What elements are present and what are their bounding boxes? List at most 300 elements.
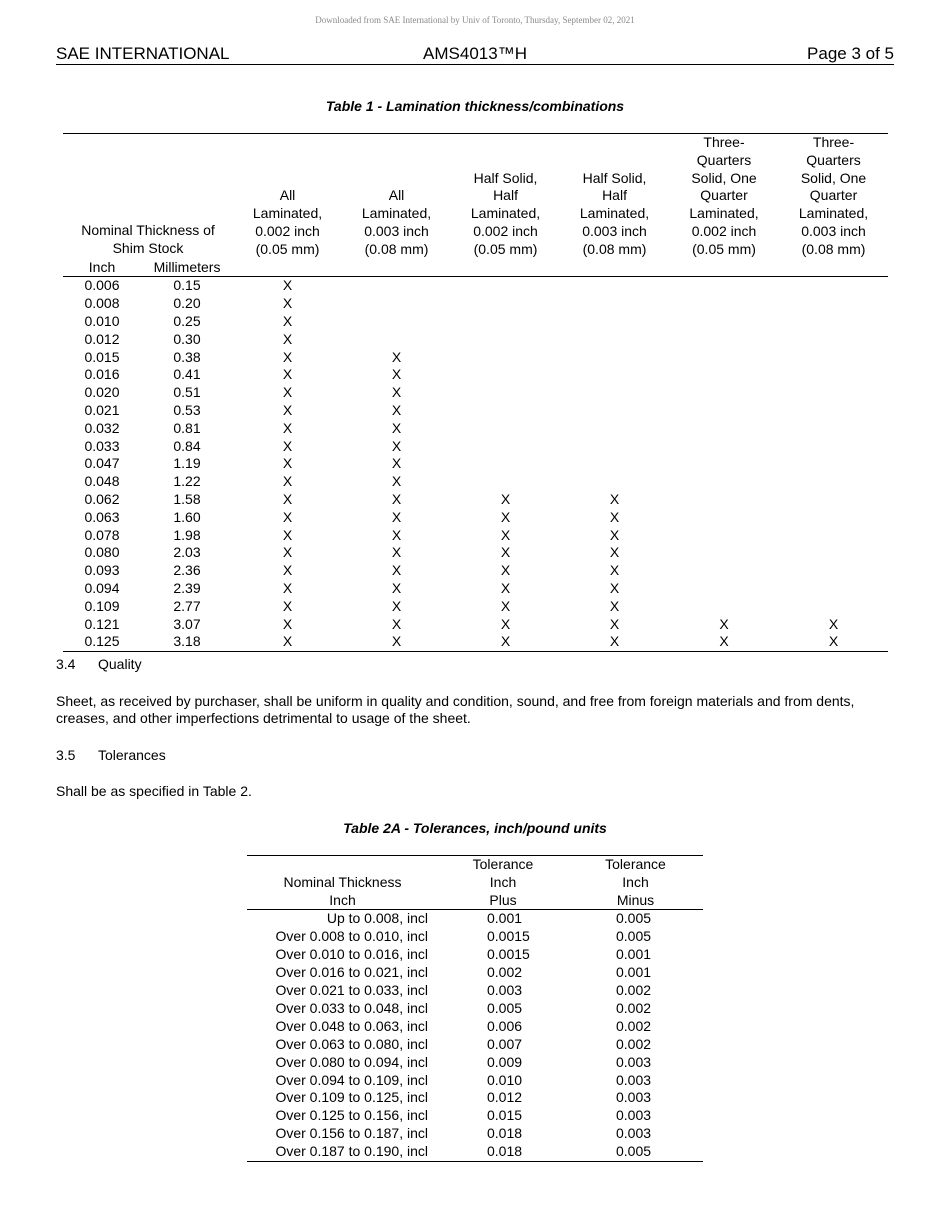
combination-mark-cell	[669, 455, 779, 473]
combination-mark-cell	[560, 384, 669, 402]
combination-mark-cell: X	[391, 437, 402, 454]
tolerance-plus-cell: 0.005	[487, 999, 523, 1016]
tolerance-minus-cell: 0.002	[616, 1035, 652, 1052]
table-row	[63, 384, 888, 402]
thickness-mm-cell: 0.81	[173, 419, 201, 436]
table-row	[63, 349, 888, 367]
combination-mark-cell: X	[282, 597, 293, 614]
combination-mark-cell: X	[282, 437, 293, 454]
col-header-line: Solid, One	[691, 169, 757, 186]
tolerance-plus-cell: 0.007	[487, 1035, 523, 1052]
tolerance-plus-cell: 0.018	[438, 1143, 568, 1161]
combination-mark-cell: X	[282, 419, 293, 436]
combination-mark-cell	[342, 331, 451, 349]
thickness-inch-cell: 0.094	[84, 579, 120, 596]
thickness-inch-cell: 0.048	[84, 473, 120, 490]
combination-mark-cell: X	[282, 526, 293, 543]
table-row	[247, 946, 703, 964]
combination-mark-cell	[669, 313, 779, 331]
col-header-line: (0.05 mm)	[255, 240, 320, 257]
combination-mark-cell	[669, 473, 779, 491]
col-header-line: Half Solid,	[473, 169, 538, 186]
col-header-6	[779, 134, 888, 259]
tolerance-plus-cell: 0.003	[487, 982, 523, 999]
nominal-thickness-header: Nominal Thickness of Shim Stock	[63, 134, 233, 259]
table-row	[63, 509, 888, 527]
combination-mark-cell: X	[342, 633, 451, 651]
table-row	[247, 1107, 703, 1125]
combination-mark-cell	[779, 384, 888, 402]
table-row	[63, 295, 888, 313]
nominal-range-cell: Over 0.008 to 0.010, incl	[275, 928, 428, 945]
tolerance-plus-cell: 0.0015	[487, 928, 530, 945]
tolerance-plus-cell: 0.012	[487, 1089, 523, 1106]
combination-mark-cell	[669, 527, 779, 545]
header-tolerance-plus-line1: Tolerance	[438, 856, 568, 874]
combination-mark-cell	[560, 366, 669, 384]
header-tolerance-minus-line2: Inch	[622, 873, 649, 890]
thickness-mm-cell: 2.36	[173, 562, 201, 579]
tolerance-minus-cell: 0.003	[616, 1125, 652, 1142]
col-header-line: 0.002 inch	[691, 222, 757, 239]
combination-mark-cell: X	[609, 526, 620, 543]
combination-mark-cell: X	[282, 544, 293, 561]
thickness-inch-cell: 0.012	[84, 330, 120, 347]
sub-header-mm: Millimeters	[141, 259, 233, 277]
tolerance-minus-cell: 0.003	[616, 1089, 652, 1106]
thickness-mm-cell: 1.22	[173, 473, 201, 490]
thickness-mm-cell: 0.20	[173, 295, 201, 312]
combination-mark-cell	[779, 438, 888, 456]
combination-mark-cell: X	[391, 562, 402, 579]
header-nominal-thickness: Nominal Thickness	[247, 856, 438, 892]
table-row	[63, 366, 888, 384]
combination-mark-cell: X	[391, 597, 402, 614]
combination-mark-cell	[779, 295, 888, 313]
section-title: Tolerances	[98, 747, 166, 763]
combination-mark-cell	[669, 349, 779, 367]
table-row	[63, 473, 888, 491]
thickness-mm-cell: 0.84	[173, 437, 201, 454]
section-title: Quality	[98, 656, 142, 672]
col-header-line: 0.003 inch	[364, 222, 429, 239]
combination-mark-cell	[560, 295, 669, 313]
nominal-range-cell: Up to 0.008, incl	[326, 910, 428, 927]
tolerance-plus-cell: 0.006	[487, 1017, 523, 1034]
tolerance-plus-cell: 0.0015	[487, 946, 530, 963]
combination-mark-cell: X	[391, 473, 402, 490]
col-header-line: 0.002 inch	[255, 222, 320, 239]
thickness-mm-cell: 1.19	[173, 455, 201, 472]
combination-mark-cell: X	[282, 366, 293, 383]
table-row	[247, 1143, 703, 1161]
col-header-3	[451, 134, 560, 259]
combination-mark-cell: X	[500, 490, 511, 507]
tolerances-table	[247, 855, 703, 1162]
col-header-line: Quarter	[809, 187, 858, 204]
col-header-line: Half Solid,	[582, 169, 647, 186]
header-nominal-inch: Inch	[247, 892, 438, 910]
col-header-line: Laminated,	[470, 205, 541, 222]
combination-mark-cell	[779, 527, 888, 545]
combination-mark-cell: X	[391, 579, 402, 596]
thickness-mm-cell: 0.15	[173, 277, 201, 294]
thickness-mm-cell: 0.51	[173, 384, 201, 401]
combination-mark-cell: X	[451, 633, 560, 651]
thickness-inch-cell: 0.020	[84, 384, 120, 401]
combination-mark-cell: X	[500, 615, 511, 632]
table-row	[63, 616, 888, 634]
combination-mark-cell	[669, 277, 779, 295]
combination-mark-cell: X	[500, 579, 511, 596]
thickness-inch-cell: 0.015	[84, 348, 120, 365]
thickness-mm-cell: 2.39	[173, 579, 201, 596]
tolerance-minus-cell: 0.001	[616, 946, 652, 963]
combination-mark-cell	[669, 598, 779, 616]
combination-mark-cell: X	[560, 633, 669, 651]
combination-mark-cell: X	[828, 615, 839, 632]
thickness-inch-cell: 0.010	[84, 312, 120, 329]
nominal-range-cell: Over 0.010 to 0.016, incl	[275, 946, 428, 963]
tolerance-plus-cell: 0.010	[487, 1071, 523, 1088]
tolerances-table-body	[247, 910, 703, 1162]
tolerance-plus-cell: 0.002	[487, 964, 523, 981]
combination-mark-cell	[669, 420, 779, 438]
combination-mark-cell: X	[282, 348, 293, 365]
combination-mark-cell: X	[282, 455, 293, 472]
combination-mark-cell: X	[609, 597, 620, 614]
combination-mark-cell: X	[609, 562, 620, 579]
table-row	[63, 491, 888, 509]
combination-mark-cell: X	[391, 366, 402, 383]
tolerance-minus-cell: 0.003	[616, 1053, 652, 1070]
table2-caption: Table 2A - Tolerances, inch/pound units	[343, 820, 607, 836]
combination-mark-cell: X	[500, 562, 511, 579]
table-row	[247, 1018, 703, 1036]
combination-mark-cell	[560, 313, 669, 331]
section-3-5-heading	[56, 747, 166, 763]
combination-mark-cell: X	[500, 526, 511, 543]
combination-mark-cell: X	[609, 615, 620, 632]
col-header-line: Half	[602, 187, 627, 204]
thickness-mm-cell: 2.77	[173, 597, 201, 614]
combination-mark-cell: X	[500, 508, 511, 525]
thickness-mm-cell: 1.58	[173, 490, 201, 507]
col-header-line: 0.003 inch	[582, 222, 647, 239]
combination-mark-cell: X	[500, 544, 511, 561]
col-header-line: All	[279, 187, 296, 204]
col-header-line: Quarter	[700, 187, 748, 204]
thickness-inch-cell: 0.047	[84, 455, 120, 472]
thickness-mm-cell: 3.18	[141, 633, 233, 651]
combination-mark-cell: X	[282, 508, 293, 525]
combination-mark-cell	[451, 438, 560, 456]
col-header-line: 0.002 inch	[473, 222, 538, 239]
col-header-line: All	[388, 187, 405, 204]
combination-mark-cell	[560, 277, 669, 295]
combination-mark-cell: X	[391, 544, 402, 561]
combination-mark-cell: X	[282, 330, 293, 347]
combination-mark-cell	[342, 313, 451, 331]
col-header-line: Quarters	[696, 151, 752, 168]
combination-mark-cell	[669, 438, 779, 456]
combination-mark-cell	[669, 331, 779, 349]
table-row	[63, 544, 888, 562]
combination-mark-cell	[669, 384, 779, 402]
col-header-line: Quarters	[806, 151, 861, 168]
nominal-range-cell: Over 0.094 to 0.109, incl	[275, 1071, 428, 1088]
tolerance-plus-cell: 0.001	[487, 910, 523, 927]
col-header-line: (0.05 mm)	[692, 240, 756, 257]
table-row	[63, 562, 888, 580]
combination-mark-cell	[451, 349, 560, 367]
combination-mark-cell	[451, 473, 560, 491]
table-row	[63, 277, 888, 295]
col-header-line: Solid, One	[800, 169, 867, 186]
combination-mark-cell: X	[391, 508, 402, 525]
thickness-inch-cell: 0.021	[84, 401, 120, 418]
lamination-table-body	[63, 277, 888, 652]
thickness-mm-cell: 1.60	[173, 508, 201, 525]
table-row	[63, 402, 888, 420]
col-header-line: (0.08 mm)	[801, 240, 866, 257]
combination-mark-cell	[560, 331, 669, 349]
nominal-range-cell: Over 0.016 to 0.021, incl	[275, 964, 428, 981]
combination-mark-cell	[669, 402, 779, 420]
combination-mark-cell	[451, 455, 560, 473]
combination-mark-cell	[560, 402, 669, 420]
combination-mark-cell: X	[391, 615, 402, 632]
table-row	[247, 1089, 703, 1107]
combination-mark-cell	[451, 384, 560, 402]
combination-mark-cell	[560, 349, 669, 367]
combination-mark-cell: X	[282, 401, 293, 418]
combination-mark-cell	[779, 277, 888, 295]
thickness-mm-cell: 0.25	[173, 312, 201, 329]
combination-mark-cell	[451, 366, 560, 384]
combination-mark-cell	[779, 544, 888, 562]
nominal-range-cell: Over 0.080 to 0.094, incl	[275, 1053, 428, 1070]
thickness-mm-cell: 1.98	[173, 526, 201, 543]
quality-paragraph: Sheet, as received by purchaser, shall be uniform in quality and condition, sound, and free from foreign materials and from dents, creases, and other imperfections detrimental to usage of the sheet.	[56, 693, 855, 726]
tolerance-minus-cell: 0.001	[616, 964, 652, 981]
thickness-inch-cell: 0.063	[84, 508, 120, 525]
col-header-line: Laminated,	[689, 205, 759, 222]
tolerance-minus-cell: 0.005	[616, 928, 652, 945]
combination-mark-cell: X	[282, 312, 293, 329]
header-tolerance-plus-line2: Inch	[489, 873, 517, 890]
combination-mark-cell	[779, 580, 888, 598]
combination-mark-cell	[451, 277, 560, 295]
thickness-inch-cell: 0.125	[63, 633, 141, 651]
combination-mark-cell: X	[391, 384, 402, 401]
combination-mark-cell: X	[391, 348, 402, 365]
combination-mark-cell: X	[391, 455, 402, 472]
combination-mark-cell	[560, 438, 669, 456]
thickness-mm-cell: 3.07	[173, 615, 201, 632]
combination-mark-cell	[560, 420, 669, 438]
col-header-1	[233, 134, 342, 259]
combination-mark-cell	[451, 420, 560, 438]
combination-mark-cell	[451, 295, 560, 313]
combination-mark-cell: X	[233, 633, 342, 651]
table-row	[63, 633, 888, 651]
combination-mark-cell: X	[500, 597, 511, 614]
table-row	[247, 964, 703, 982]
thickness-mm-cell: 2.03	[173, 544, 201, 561]
table-row	[247, 1000, 703, 1018]
thickness-inch-cell: 0.062	[84, 490, 120, 507]
nominal-range-cell: Over 0.109 to 0.125, incl	[275, 1089, 428, 1106]
header-minus: Minus	[568, 892, 703, 910]
nominal-range-cell: Over 0.125 to 0.156, incl	[275, 1107, 428, 1124]
tolerances-paragraph: Shall be as specified in Table 2.	[56, 783, 252, 799]
thickness-inch-cell: 0.033	[84, 437, 120, 454]
thickness-inch-cell: 0.080	[84, 544, 120, 561]
lamination-table	[63, 133, 888, 652]
combination-mark-cell	[779, 491, 888, 509]
table-row	[247, 982, 703, 1000]
combination-mark-cell: X	[282, 277, 293, 294]
combination-mark-cell	[779, 420, 888, 438]
thickness-inch-cell: 0.032	[84, 419, 120, 436]
thickness-inch-cell: 0.016	[84, 366, 120, 383]
col-header-5	[669, 134, 779, 259]
table-row	[63, 313, 888, 331]
section-3-4-heading	[56, 656, 142, 672]
col-header-line: Three-	[703, 134, 745, 150]
combination-mark-cell	[560, 473, 669, 491]
combination-mark-cell: X	[391, 490, 402, 507]
nominal-range-cell: Over 0.187 to 0.190, incl	[247, 1143, 438, 1161]
combination-mark-cell	[560, 455, 669, 473]
thickness-inch-cell: 0.008	[84, 295, 120, 312]
combination-mark-cell	[342, 295, 451, 313]
combination-mark-cell: X	[282, 562, 293, 579]
col-header-line: (0.08 mm)	[582, 240, 647, 257]
section-number: 3.5	[56, 747, 76, 763]
header-page-number: Page 3 of 5	[807, 44, 894, 63]
combination-mark-cell	[669, 366, 779, 384]
thickness-mm-cell: 0.41	[173, 366, 201, 383]
table-row	[247, 1125, 703, 1143]
header-document-number: AMS4013™H	[423, 44, 527, 63]
col-header-line: (0.05 mm)	[473, 240, 538, 257]
col-header-line: (0.08 mm)	[364, 240, 429, 257]
combination-mark-cell: X	[282, 384, 293, 401]
page-header	[56, 44, 894, 65]
combination-mark-cell: X	[282, 473, 293, 490]
tolerance-minus-cell: 0.005	[568, 1143, 703, 1161]
combination-mark-cell: X	[282, 615, 293, 632]
combination-mark-cell: X	[609, 490, 620, 507]
tolerance-minus-cell: 0.002	[616, 982, 652, 999]
combination-mark-cell	[669, 544, 779, 562]
table-row	[247, 1072, 703, 1090]
combination-mark-cell	[779, 509, 888, 527]
sub-header-inch: Inch	[63, 259, 141, 277]
combination-mark-cell	[779, 455, 888, 473]
tolerance-plus-cell: 0.015	[487, 1107, 523, 1124]
tolerance-minus-cell: 0.003	[616, 1107, 652, 1124]
combination-mark-cell	[779, 313, 888, 331]
thickness-inch-cell: 0.078	[84, 526, 120, 543]
combination-mark-cell: X	[609, 508, 620, 525]
combination-mark-cell: X	[609, 579, 620, 596]
nominal-range-cell: Over 0.021 to 0.033, incl	[275, 982, 428, 999]
table-row	[247, 928, 703, 946]
combination-mark-cell: X	[282, 579, 293, 596]
table-row	[63, 580, 888, 598]
combination-mark-cell: X	[669, 633, 779, 651]
combination-mark-cell	[669, 562, 779, 580]
tolerance-minus-cell: 0.002	[616, 999, 652, 1016]
combination-mark-cell	[779, 366, 888, 384]
nominal-range-cell: Over 0.033 to 0.048, incl	[275, 999, 428, 1016]
combination-mark-cell	[779, 598, 888, 616]
table-row	[63, 331, 888, 349]
combination-mark-cell: X	[719, 615, 729, 632]
col-header-line: Half	[493, 187, 518, 204]
thickness-inch-cell: 0.093	[84, 562, 120, 579]
table1-caption: Table 1 - Lamination thickness/combinations	[325, 98, 625, 114]
table-row	[63, 438, 888, 456]
combination-mark-cell	[779, 473, 888, 491]
table-row	[247, 910, 703, 928]
combination-mark-cell	[779, 349, 888, 367]
col-header-line: Three-	[812, 134, 855, 150]
combination-mark-cell	[451, 331, 560, 349]
tolerance-minus-cell: 0.002	[616, 1017, 652, 1034]
table-row	[63, 598, 888, 616]
combination-mark-cell: X	[282, 295, 293, 312]
combination-mark-cell	[779, 331, 888, 349]
download-watermark: Downloaded from SAE International by Univ of Toronto, Thursday, September 02, 2021	[315, 15, 635, 25]
combination-mark-cell: X	[391, 401, 402, 418]
thickness-inch-cell: 0.109	[84, 597, 120, 614]
col-header-line: Laminated,	[798, 205, 869, 222]
col-header-4	[560, 134, 669, 259]
header-organization: SAE INTERNATIONAL	[56, 44, 230, 63]
combination-mark-cell: X	[609, 544, 620, 561]
nominal-range-cell: Over 0.156 to 0.187, incl	[275, 1125, 428, 1142]
combination-mark-cell	[669, 295, 779, 313]
thickness-mm-cell: 0.53	[173, 401, 201, 418]
tolerance-plus-cell: 0.009	[487, 1053, 523, 1070]
combination-mark-cell	[669, 580, 779, 598]
tolerance-minus-cell: 0.003	[616, 1071, 652, 1088]
combination-mark-cell: X	[391, 419, 402, 436]
combination-mark-cell	[451, 313, 560, 331]
combination-mark-cell	[342, 277, 451, 295]
combination-mark-cell	[451, 402, 560, 420]
thickness-inch-cell: 0.121	[84, 615, 120, 632]
combination-mark-cell	[779, 402, 888, 420]
combination-mark-cell	[669, 491, 779, 509]
table-row	[247, 1054, 703, 1072]
tolerance-plus-cell: 0.018	[487, 1125, 523, 1142]
col-header-line: Laminated,	[579, 205, 650, 222]
col-header-line: Laminated,	[361, 205, 432, 222]
nominal-range-cell: Over 0.063 to 0.080, incl	[275, 1035, 428, 1052]
combination-mark-cell: X	[779, 633, 888, 651]
thickness-inch-cell: 0.006	[84, 277, 120, 294]
header-plus: Plus	[438, 892, 568, 910]
tolerance-minus-cell: 0.005	[616, 910, 652, 927]
table-row	[63, 420, 888, 438]
col-header-line: Laminated,	[252, 205, 323, 222]
combination-mark-cell	[779, 562, 888, 580]
